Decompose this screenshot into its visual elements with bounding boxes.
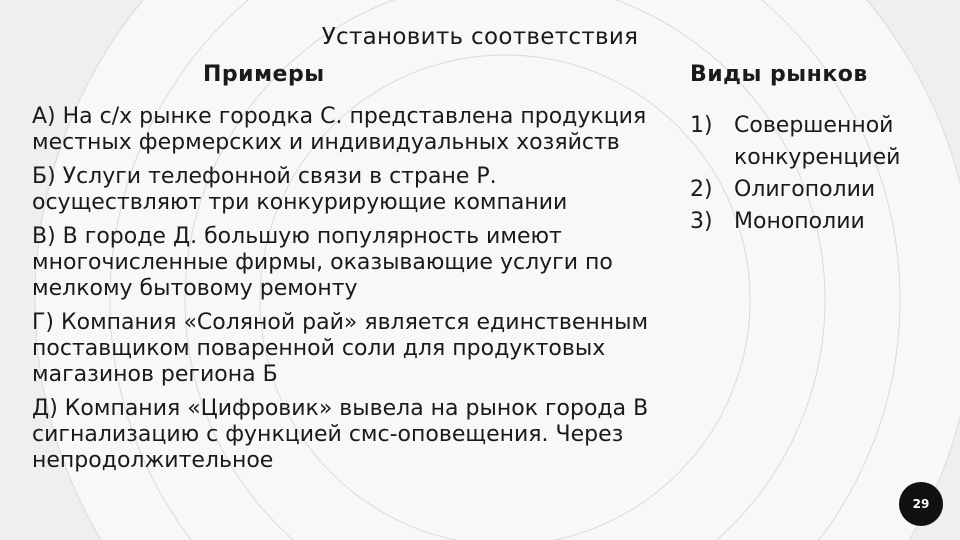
market-type-label: Олигополии xyxy=(734,177,876,202)
market-type-label: Монополии xyxy=(734,209,865,234)
example-item-a: А) На с/х рынке городка С. представлена продукция местных фермерских и индивидуальных хозяйств xyxy=(32,104,647,155)
list-number: 2) xyxy=(690,177,713,202)
page-number-badge: 29 xyxy=(899,482,943,526)
list-number: 3) xyxy=(690,209,713,234)
examples-list xyxy=(32,104,672,482)
market-type-item xyxy=(690,110,905,174)
example-item-v: В) В городе Д. большую популярность имеют многочисленные фирмы, оказывающие услуги по мелкому бытовому ремонту xyxy=(32,224,613,301)
examples-heading: Примеры xyxy=(203,62,325,87)
example-item-g: Г) Компания «Соляной рай» является единственным поставщиком поваренной соли для продуктовых магазинов региона Б xyxy=(32,310,649,387)
example-item-d: Д) Компания «Цифровик» вывела на рынок города В сигнализацию с функцией смс-оповещения. Через непродолжительное xyxy=(32,396,649,473)
market-type-item xyxy=(690,174,905,206)
market-types-heading: Виды рынков xyxy=(690,62,868,87)
list-number: 1) xyxy=(690,113,713,138)
market-types-list xyxy=(690,110,905,238)
market-type-item xyxy=(690,206,905,238)
example-item-b: Б) Услуги телефонной связи в стране Р. осуществляют три конкурирующие компании xyxy=(32,164,568,215)
slide-title: Установить соответствия xyxy=(321,24,639,50)
market-type-label: Совершенной конкуренцией xyxy=(734,113,901,170)
